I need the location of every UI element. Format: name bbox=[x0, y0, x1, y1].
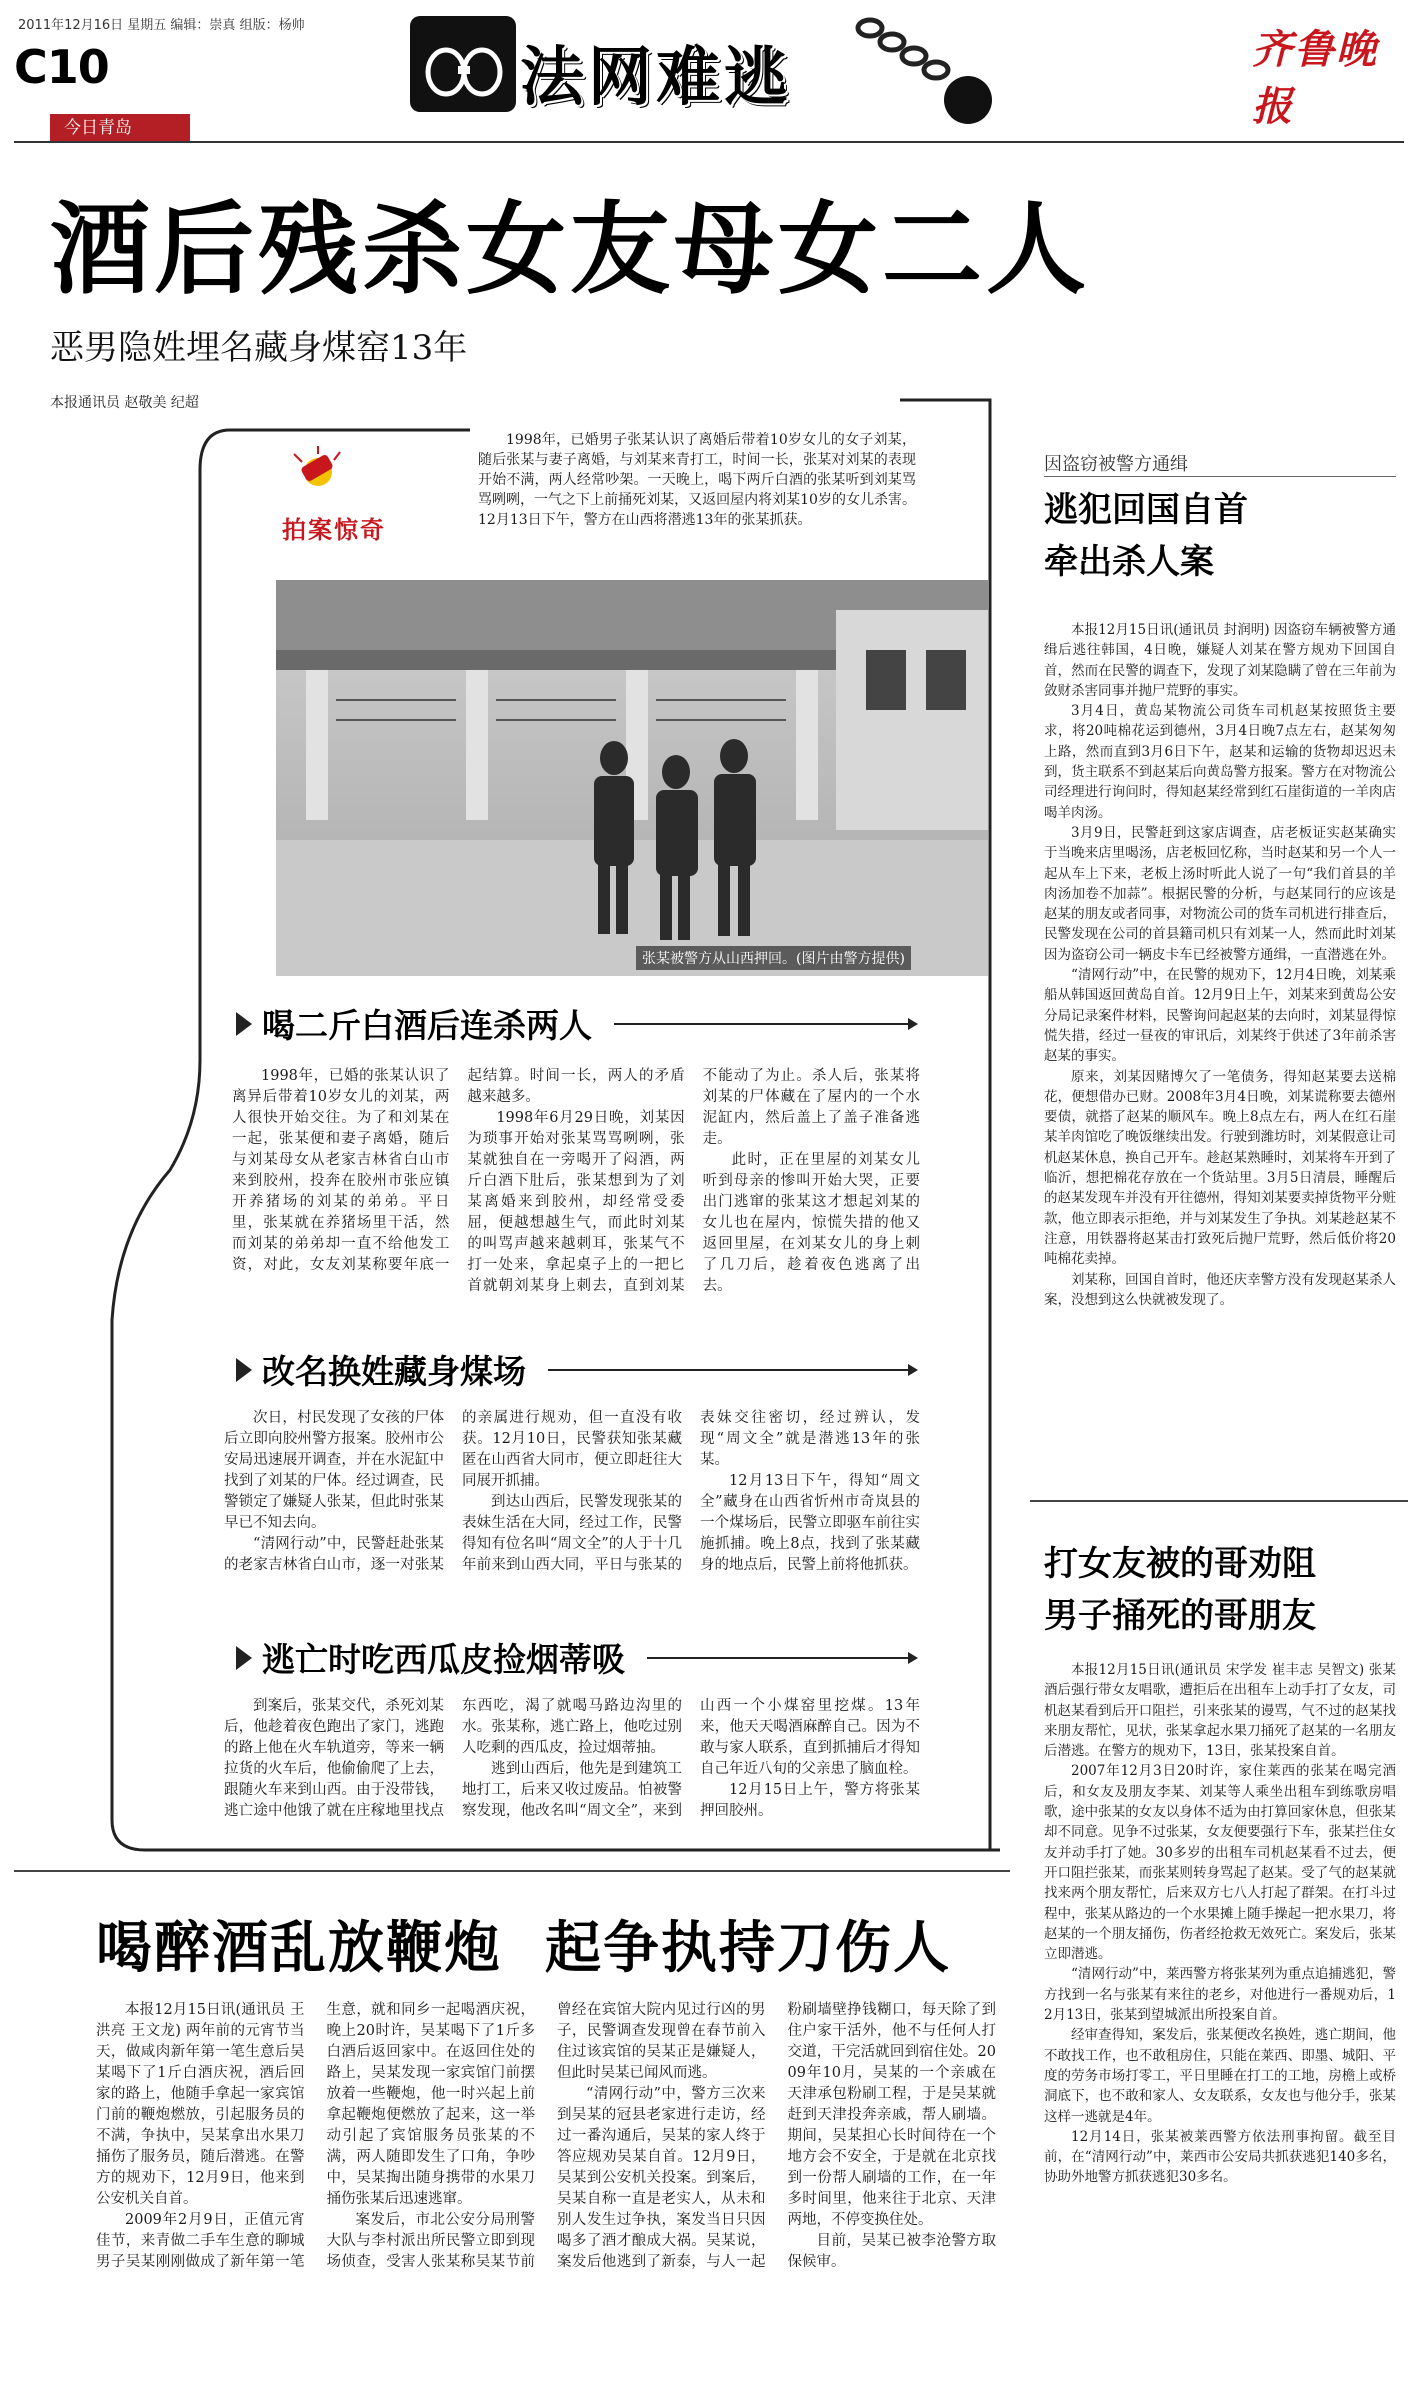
sidebar2-body bbox=[1044, 1660, 1396, 2188]
section-banner: 法网难逃 bbox=[520, 41, 792, 115]
sidebar2-title bbox=[1044, 1538, 1400, 1642]
sidebar1-title-line: 牵出杀人案 bbox=[1044, 542, 1214, 582]
paragraph: 本报12月15日讯(通讯员 宋学发 崔丰志 吴智文) 张某酒后强行带女友唱歌，遭拒后在出租车上动手打了女友，司机赵某看到后开口阻拦，引来张某的谩骂，气不过的赵某找来朋友帮忙，见状，张某拿起水果刀捅死了赵某的一名朋友后潜逃。在警方的规劝下，13日，张某投案自首。 bbox=[1044, 1662, 1396, 1760]
arrow-rule bbox=[548, 1369, 916, 1371]
sidebar-divider bbox=[1030, 1500, 1408, 1502]
paragraph: 到案后，张某交代，杀死刘某后，他趁着夜色跑出了家门，逃跑的路上他在火车轨道旁，等来一辆拉货的火车后，他偷偷爬了上去，跟随火车来到山西。由于没带钱，逃亡途中他饿了就在庄稼地里找点东西吃，渴了就喝马路边沟里的水。张某称，逃亡路上，他吃过别人吃剩的西瓜皮，捡过烟蒂抽。 bbox=[224, 1698, 682, 1819]
paragraph: 此时，正在里屋的刘某女儿听到母亲的惨叫开始大哭，正要出门逃窜的张某这才想起刘某的女儿也在屋内，惊慌失措的他又返回里屋，在刘某女儿的身上刺了几刀后，趁着夜色逃离了出去。 bbox=[702, 1152, 920, 1294]
section-heading-3: 逃亡时吃西瓜皮捡烟蒂吸 bbox=[236, 1634, 916, 1681]
sidebar2-title-line: 打女友被的哥劝阻 bbox=[1044, 1544, 1316, 1584]
arrow-rule bbox=[647, 1657, 916, 1659]
paragraph: 12月14日，张某被莱西警方依法刑事拘留。截至目前，在“清网行动”中，莱西市公安局共抓获逃犯140多名，协助外地警方抓获逃犯30多名。 bbox=[1044, 2128, 1396, 2186]
paragraph: 12月15日上午，警方将张某押回胶州。 bbox=[700, 1782, 920, 1819]
bottom-body bbox=[96, 2000, 996, 2380]
badge-label: 拍案惊奇 bbox=[282, 516, 386, 544]
bottom-rule bbox=[14, 1870, 1010, 1872]
sidebar2-title-line: 男子捅死的哥朋友 bbox=[1044, 1596, 1316, 1636]
section-marker-icon bbox=[236, 1646, 252, 1670]
sidebar1-body bbox=[1044, 620, 1396, 1310]
paragraph: 1998年6月29日晚，刘某因为琐事开始对张某骂骂咧咧，张某就独自在一旁喝开了闷酒，两斤白酒下肚后，张某想到为了刘某离婚来到胶州，却经常受委屈，便越想越生气，而此时刘某的叫骂声越来越刺耳，张某气不打一处来，拿起桌子上的一把匕首就朝刘某身上刺去，直到刘某不能动了为止。杀人后，张某将刘某的尸体藏在了屋内的一个水泥缸内，然后盖上了盖子准备逃走。 bbox=[467, 1068, 920, 1294]
paragraph: 3月4日，黄岛某物流公司货车司机赵某按照货主要求，将20吨棉花运到德州，3月4日晚7点左右，赵某匆匆上路，然而直到3月6日下午，赵某和运输的货物却迟迟未到，货主联系不到赵某后向黄岛警方报案。警方在对物流公司经理进行询问时，得知赵某经常到红石崖街道的一羊肉店喝羊肉汤。 bbox=[1044, 703, 1396, 821]
photo-caption: 张某被警方从山西押回。(图片由警方提供) bbox=[636, 946, 911, 970]
section-1-body bbox=[232, 1066, 920, 1356]
section-tag: 今日青岛 bbox=[50, 114, 190, 142]
main-subheadline: 恶男隐姓埋名藏身煤窑13年 bbox=[50, 328, 468, 368]
section-2-body bbox=[224, 1408, 920, 1628]
section-heading-1: 喝二斤白酒后连杀两人 bbox=[236, 1000, 916, 1047]
page-number: C10 bbox=[14, 40, 109, 94]
paragraph: 经审查得知，案发后，张某便改名换姓，逃亡期间，他不敢找工作，也不敢租房住，只能在莱西、即墨、城阳、平度的劳务市场打零工，平日里睡在打工的工地，房檐上或桥洞底下，也不敢和家人、女友联系，女友也与他分手，张某这样一逃就是4年。 bbox=[1044, 2027, 1396, 2125]
paragraph: 案发后，市北公安分局刑警大队与李村派出所民警立即到现场侦查，受害人张某称吴某节前曾经在宾馆大院内见过行凶的男子，民警调查发现曾在春节前入住过该宾馆的吴某正是嫌疑人，但此时吴某已闻风而逃。 bbox=[326, 2002, 766, 2270]
paragraph: 原来，刘某因赌博欠了一笔债务，得知赵某要去送棉花，便想借办已财。2008年3月4日晚，刘某谎称要去德州要债，就搭了赵某的顺风车。晚上8点左右，两人在红石崖某羊肉馆吃了晚饭继续出发。行驶到潍坊时，刘某假意让司机赵某休息，换自己开车。趁赵某熟睡时，刘某将车开到了临沂，想把棉花存放在一个货站里。3月5日清晨，睡醒后的赵某发现车并没有开往德州，得知刘某要卖掉货物平分赃款，他立即表示拒绝，并与刘某发生了争执。刘某趁赵某不注意，用铁器将赵某击打致死后抛尸荒野，然后低价将20吨棉花卖掉。 bbox=[1044, 1068, 1396, 1268]
sidebar1-kicker-rule bbox=[1044, 476, 1396, 477]
sidebar1-kicker: 因盗窃被警方通缉 bbox=[1044, 454, 1188, 475]
sidebar1-title-line: 逃犯回国自首 bbox=[1044, 490, 1248, 530]
paper-name-logo: 齐鲁晚报 bbox=[1252, 26, 1378, 130]
sidebar1-title bbox=[1044, 484, 1400, 588]
news-photo bbox=[276, 580, 988, 976]
lead-paragraph bbox=[478, 430, 916, 530]
paragraph: 2007年12月3日20时许，家住莱西的张某在喝完酒后，和女友及朋友李某、刘某等人乘坐出租车到练歌房唱歌，途中张某的女友以身体不适为由打算回家休息，但张某却不同意。见争不过张某，女友便要强行下车，张某拦住女友并动手打了她。30多岁的出租车司机赵某看不过去，便开口阻拦张某，而张某则转身骂起了赵某。受了气的赵某就找来两个朋友帮忙，后来双方七八人打起了群架。在打斗过程中，张某从路边的一个水果摊上随手操起一把水果刀，将赵某的一个朋友捅伤，伤者经抢救无效死亡。案发后，张某立即潜逃。 bbox=[1044, 1763, 1396, 1963]
paragraph: 12月13日下午，得知“周文全”藏身在山西省忻州市奇岚县的一个煤场后，民警立即驱车前往实施抓捕。晚上8点，找到了张某藏身的地点后，民警上前将他抓获。 bbox=[700, 1473, 920, 1573]
section-heading-2: 改名换姓藏身煤场 bbox=[236, 1346, 916, 1393]
paragraph: 3月9日，民警赶到这家店调查，店老板证实赵某确实于当晚来店里喝汤，店老板回忆称，当时赵某和另一个人一起从车上下来，老板上汤时听此人说了一句“我们首县的羊肉汤加卷不加蒜”。根据民警的分析，与赵某同行的应该是赵某的朋友或者同事，对物流公司的货车司机进行排查后，民警发现在公司的首县籍司机只有刘某一人，然而此时刘某因为盗窃公司一辆皮卡车已经被警方通缉，一直潜逃在外。 bbox=[1044, 824, 1396, 963]
paragraph: 逃到山西后，他先是到建筑工地打工，后来又收过废品。怕被警察发现，他改名叫“周文全”，来到山西一个小煤窑里挖煤。13年来，他天天喝酒麻醉自己。因为不敢与家人联系，直到抓捕后才得知自己年近八旬的父亲患了脑血栓。 bbox=[462, 1698, 920, 1819]
date-line: 2011年12月16日 星期五 编辑：崇真 组版：杨帅 bbox=[18, 18, 305, 33]
section-marker-icon bbox=[236, 1012, 252, 1036]
paragraph: 2009年2月9日，正值元宵佳节，来青做二手车生意的聊城男子吴某刚刚做成了新年第一笔生意，就和同乡一起喝酒庆祝，晚上20时许，吴某喝下了1斤多白酒后返回家中。在返回住处的路上，吴某发现一家宾馆门前摆放着一些鞭炮，他一时兴起上前拿起鞭炮便燃放了起来，这一举动引起了宾馆服务员张某的不满，两人随即发生了口角，争吵中，吴某掏出随身携带的水果刀捅伤张某后迅速逃窜。 bbox=[96, 2002, 535, 2270]
paragraph: 次日，村民发现了女孩的尸体后立即向胶州警方报案。胶州市公安局迅速展开调查，并在水泥缸中找到了刘某的尸体。经过调查，民警锁定了嫌疑人张某，但此时张某早已不知去向。 bbox=[224, 1410, 444, 1531]
paragraph: 本报12月15日讯(通讯员 王洪亮 王文龙) 两年前的元宵节当天，做咸肉新年第一笔生意后吴某喝下了1斤白酒庆祝，酒后回家的路上，他随手拿起一家宾馆门前的鞭炮燃放，引起服务员的不满，争执中，吴某拿出水果刀捅伤了服务员，随后潜逃。在警方的规劝下，12月9日，他来到公安机关自首。 bbox=[96, 2002, 305, 2207]
arrow-rule bbox=[614, 1023, 916, 1025]
section-marker-icon bbox=[236, 1358, 252, 1382]
paragraph: “清网行动”中，民警赶赴张某的老家吉林省白山市，逐一对张某的亲属进行规劝，但一直没有收获。12月10日，民警获知张某藏匿在山西省大同市，便立即赶往大同展开抓捕。 bbox=[224, 1410, 682, 1573]
paragraph: “清网行动”中，莱西警方将张某列为重点追捕逃犯，警方找到一名与张某有来往的老乡，对他进行一番规劝后，12月13日，张某到望城派出所投案自首。 bbox=[1044, 1966, 1396, 2024]
section-3-body bbox=[224, 1696, 920, 1856]
paragraph: 刘某称，回国自首时，他还庆幸警方没有发现赵某杀人案，没想到这么快就被发现了。 bbox=[1044, 1271, 1396, 1308]
main-headline: 酒后残杀女友母女二人 bbox=[50, 191, 1090, 308]
badge-gavel-icon bbox=[288, 446, 348, 502]
bottom-headline: 喝醉酒乱放鞭炮 起争执持刀伤人 bbox=[96, 1916, 951, 1981]
paragraph: 本报12月15日讯(通讯员 封润明) 因盗窃车辆被警方通缉后逃往韩国，4日晚，嫌疑人刘某在警方规劝下回国自首，然而在民警的调查下，发现了刘某隐瞒了曾在三年前为敛财杀害同事并抛尸荒野的事实。 bbox=[1044, 622, 1396, 699]
paragraph: 到达山西后，民警发现张某的表妹生活在大同，经过工作，民警得知有位名叫“周文全”的人于十几年前来到山西大同，平日与张某的表妹交往密切，经过辨认，发现“周文全”就是潜逃13年的张某。 bbox=[462, 1410, 920, 1573]
paragraph: 目前，吴某已被李沧警方取保候审。 bbox=[787, 2233, 996, 2270]
paragraph: “清网行动”中，警方三次来到吴某的冠县老家进行走访，经过一番沟通后，吴某的家人终于答应规劝吴某自首。12月9日，吴某到公安机关投案。到案后，吴某自称一直是老实人，从未和别人发生过争执，案发当日只因喝多了酒才酿成大祸。吴某说，案发后他逃到了新泰，与人一起粉刷墙壁挣钱糊口，每天除了到住户家干活外，他不与任何人打交道，干完活就回到宿住处。2009年10月，吴某的一个亲戚在天津承包粉刷工程，于是吴某就赶到天津投奔亲戚，帮人刷墙。期间，吴某担心长时间待在一个地方会不安全，于是就在北京找到一份帮人刷墙的工作，在一年多时间里，他来往于北京、天津两地，不停变换住处。 bbox=[557, 2002, 996, 2270]
lead-text: 1998年，已婚男子张某认识了离婚后带着10岁女儿的女子刘某，随后张某与妻子离婚，与刘某来青打工，时间一长，张某对刘某的表现开始不满，两人经常吵架。一天晚上，喝下两斤白酒的张某听到刘某骂骂咧咧，一气之下上前捅死刘某，又返回屋内将刘某10岁的女儿杀害。12月13日下午，警方在山西将潜逃13年的张某抓获。 bbox=[478, 432, 916, 528]
paragraph: “清网行动”中，在民警的规劝下，12月4日晚，刘某乘船从韩国返回黄岛自首。12月9日上午，刘某来到黄岛公安分局记录案件材料，民警询问起赵某的去向时，刘某显得惊慌失措，经过一昼夜的审讯后，刘某终于供述了3年前杀害赵某的事实。 bbox=[1044, 967, 1396, 1065]
main-byline: 本报通讯员 赵敬美 纪超 bbox=[50, 395, 199, 411]
paragraph: 1998年，已婚的张某认识了离异后带着10岁女儿的刘某，两人很快开始交往。为了和刘某在一起，张某便和妻子离婚，随后与刘某母女从老家吉林省白山市来到胶州，投奔在胶州市张应镇开养猪场的刘某的弟弟。平日里，张某就在养猪场里干活，然而刘某的弟弟却一直不给他发工资，对此，女友刘某称要年底一起结算。时间一长，两人的矛盾越来越多。 bbox=[232, 1068, 685, 1273]
